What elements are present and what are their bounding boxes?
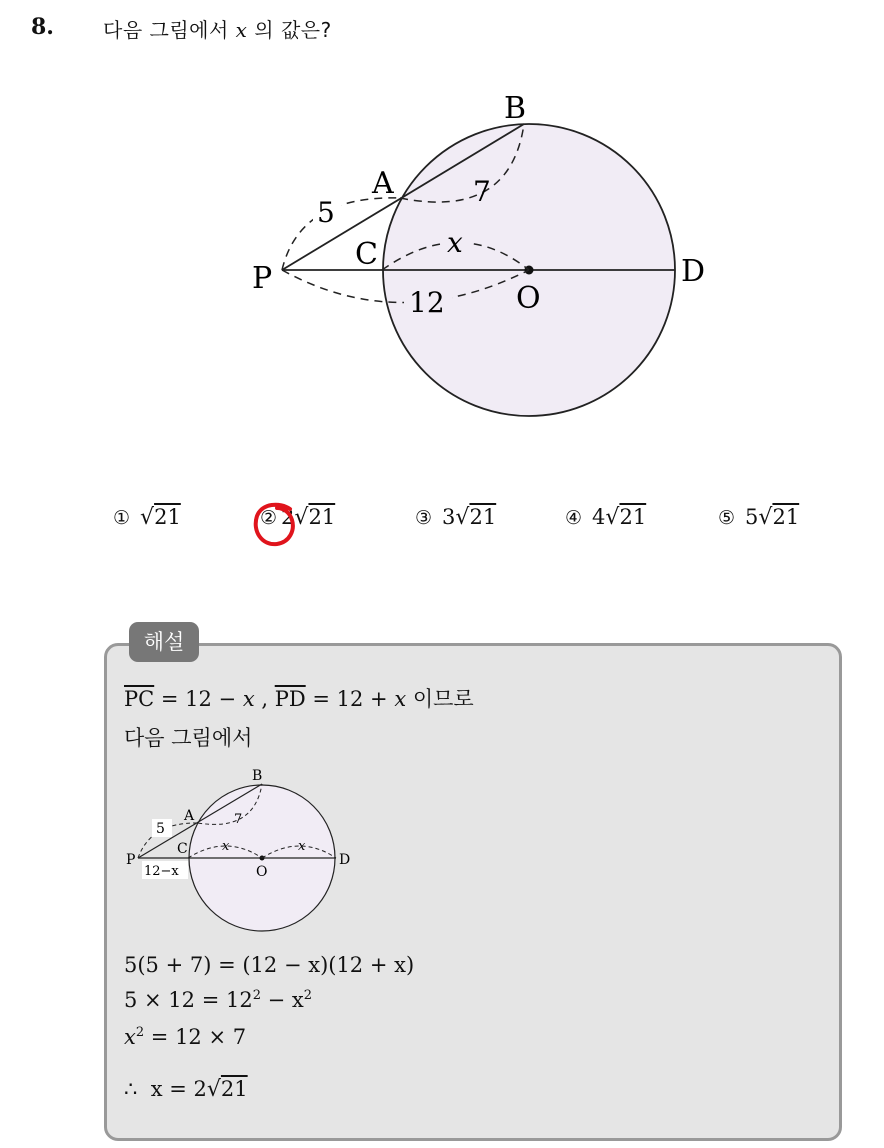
- rhs-pd: = 12 +: [312, 687, 395, 711]
- mini-label-d: D: [339, 852, 351, 868]
- choice-radicand: 21: [308, 505, 336, 529]
- label-d: D: [681, 254, 706, 289]
- eq4-radicand: 21: [220, 1077, 248, 1101]
- label-o: O: [516, 281, 541, 316]
- mini-label-b: B: [252, 768, 263, 784]
- choice-radicand: 21: [154, 505, 181, 529]
- solution-line-2: 다음 그림에서: [124, 726, 253, 750]
- mini-label-o: O: [256, 864, 268, 880]
- question-text: [103, 14, 332, 43]
- mini-label-a: A: [184, 808, 195, 824]
- var-x: x: [242, 687, 255, 711]
- choice-4[interactable]: [565, 505, 646, 530]
- choice-marker: ⑤: [718, 507, 736, 529]
- segment-pd: $\overline{PD}$: [274, 687, 306, 711]
- mini-label-c: C: [177, 841, 188, 857]
- question-text-before: 다음 그림에서: [103, 18, 229, 42]
- mini-length-pc: 12−x: [144, 864, 179, 879]
- mini-length-co: x: [222, 839, 230, 854]
- eq3-exp: 2: [135, 1025, 145, 1040]
- mini-figure: [116, 764, 376, 944]
- mini-label-p: P: [126, 852, 136, 868]
- label-p: P: [252, 261, 273, 296]
- sqrt-symbol: √: [140, 505, 155, 530]
- choice-coefficient: 5: [745, 505, 759, 529]
- question-text-after: 의 값은?: [254, 18, 332, 42]
- selection-circle-icon: [250, 500, 300, 550]
- eq4-lhs: x = 2: [150, 1077, 207, 1101]
- length-co: x: [447, 226, 463, 259]
- choice-3[interactable]: [415, 505, 496, 530]
- equation-2: [124, 988, 312, 1012]
- sqrt-symbol: √: [206, 1077, 221, 1102]
- choice-coefficient: 3: [442, 505, 456, 529]
- equation-1: 5(5 + 7) = (12 − x)(12 + x): [124, 953, 415, 977]
- choice-radicand: 21: [619, 505, 647, 529]
- choice-marker: ②: [260, 507, 278, 529]
- label-c: C: [355, 237, 378, 272]
- mini-length-od: x: [298, 839, 306, 854]
- eq2-exp2: 2: [303, 988, 313, 1003]
- length-po: 12: [409, 286, 445, 319]
- label-b: B: [504, 91, 527, 126]
- mini-length-pa: 5: [156, 821, 165, 837]
- answer-choices: [0, 505, 884, 545]
- mini-length-ab: 7: [234, 812, 243, 827]
- choice-5[interactable]: [718, 505, 799, 530]
- choice-marker: ①: [113, 507, 131, 529]
- choice-1[interactable]: [113, 505, 181, 530]
- equation-3: [124, 1025, 246, 1049]
- suffix-text: 이므로: [412, 687, 474, 711]
- sqrt-symbol: √: [455, 505, 470, 530]
- question-number: 8.: [31, 14, 54, 40]
- length-pa: 5: [317, 196, 335, 229]
- label-a: A: [372, 166, 394, 201]
- eq2-mid: − x: [260, 988, 304, 1012]
- separator: ,: [254, 687, 275, 711]
- length-ab: 7: [473, 175, 491, 208]
- eq3-lhs: x: [124, 1025, 136, 1049]
- eq2-exp1: 2: [252, 988, 261, 1003]
- choice-radicand: 21: [772, 505, 800, 529]
- eq3-rhs: = 12 × 7: [144, 1025, 247, 1049]
- sqrt-symbol: √: [294, 505, 309, 530]
- eq2-lhs: 5 × 12 = 12: [124, 988, 253, 1012]
- rhs-pc: = 12 −: [160, 687, 243, 711]
- choice-marker: ③: [415, 507, 433, 529]
- solution-line-1: [124, 683, 474, 713]
- sqrt-symbol: √: [605, 505, 620, 530]
- segment-pc: $\overline{PC}$: [124, 687, 155, 711]
- choice-marker: ④: [565, 507, 583, 529]
- therefore-symbol: ∴: [124, 1077, 138, 1101]
- var-x: x: [394, 687, 407, 711]
- choice-coefficient: 2: [281, 505, 295, 529]
- choice-radicand: 21: [469, 505, 497, 529]
- main-figure: [0, 80, 884, 520]
- solution-tag: 해설: [129, 622, 199, 662]
- choice-coefficient: 4: [592, 505, 606, 529]
- equation-4: [124, 1077, 248, 1102]
- question-variable: x: [235, 18, 248, 42]
- sqrt-symbol: √: [758, 505, 773, 530]
